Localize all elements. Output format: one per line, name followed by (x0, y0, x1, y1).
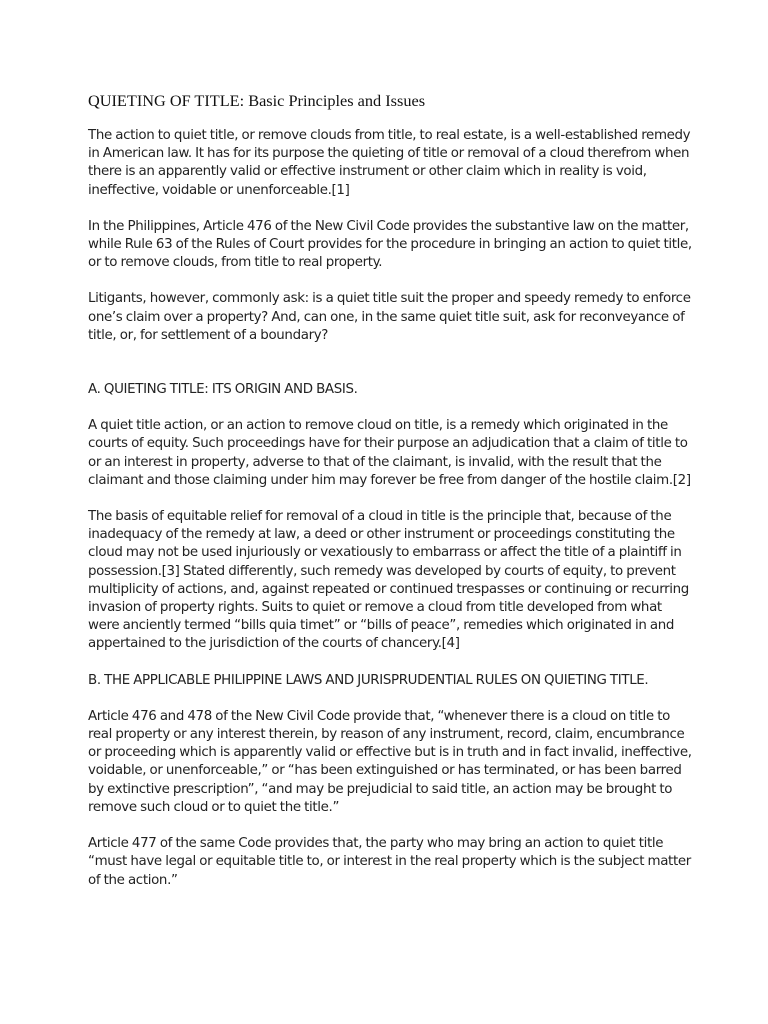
intro-paragraph-3: Litigants, however, commonly ask: is a quiet title suit the proper and speedy remedy to enforce one’s claim over a property? And, can one, in the same quiet title suit, ask for reconveyance of title, or, for settlement of a boundary? (88, 291, 691, 343)
document-page (88, 91, 692, 908)
section-b-paragraph-2: Article 477 of the same Code provides that, the party who may bring an action to quiet title “must have legal or equitable title to, or interest in the real property which is the subject matter of the action.” (88, 836, 691, 888)
section-b-paragraph-1: Article 476 and 478 of the New Civil Code provide that, “whenever there is a cloud on title to real property or any interest therein, by reason of any instrument, record, claim, encumbrance or proceeding which is apparently valid or effective but is in truth and in fact invalid, ineffective, voidable, or unenforceable,” or “has been extinguished or has terminated, or has been barred by extinctive prescription”, “and may be prejudicial to said title, an action may be brought to remove such cloud or to quiet the title.” (88, 708, 692, 815)
document-title: QUIETING OF TITLE: Basic Principles and Issues (88, 91, 426, 110)
section-a-paragraph-1: A quiet title action, or an action to remove cloud on title, is a remedy which originated in the courts of equity. Such proceedings have for their purpose an adjudication that a claim of title to or an interest in property, adverse to that of the claimant, is invalid, with the result that the claimant and those claiming under him may forever be free from danger of the hostile claim.[2] (88, 418, 691, 488)
intro-paragraph-1: The action to quiet title, or remove clouds from title, to real estate, is a well-established remedy in American law. It has for its purpose the quieting of title or removal of a cloud therefrom when there is an apparently valid or effective instrument or other claim which in reality is void, ineffective, voidable or unenforceable.[1] (88, 128, 691, 198)
intro-paragraph-2: In the Philippines, Article 476 of the New Civil Code provides the substantive law on the matter, while Rule 63 of the Rules of Court provides for the procedure in bringing an action to quiet title, or to remove clouds, from title to real property. (88, 218, 692, 271)
section-a-paragraph-2: The basis of equitable relief for removal of a cloud in title is the principle that, because of the inadequacy of the remedy at law, a deed or other instrument or proceedings constituting the cloud may not be used injuriously or vexatiously to embarrass or affect the title of a plaintiff in possession.[3] Stated differently, such remedy was developed by courts of equity, to prevent multiplicity of actions, and, against repeated or continued trespasses or continuing or recurring invasion of property rights. Suits to quiet or remove a cloud from title developed from what were anciently termed “bills quia timet” or “bills of peace”, remedies which originated in and appertained to the jurisdiction of the courts of chancery.[4] (88, 509, 689, 652)
section-b-heading: B. THE APPLICABLE PHILIPPINE LAWS AND JURISPRUDENTIAL RULES ON QUIETING TITLE. (88, 672, 649, 688)
section-a-heading: A. QUIETING TITLE: ITS ORIGIN AND BASIS. (88, 382, 358, 398)
